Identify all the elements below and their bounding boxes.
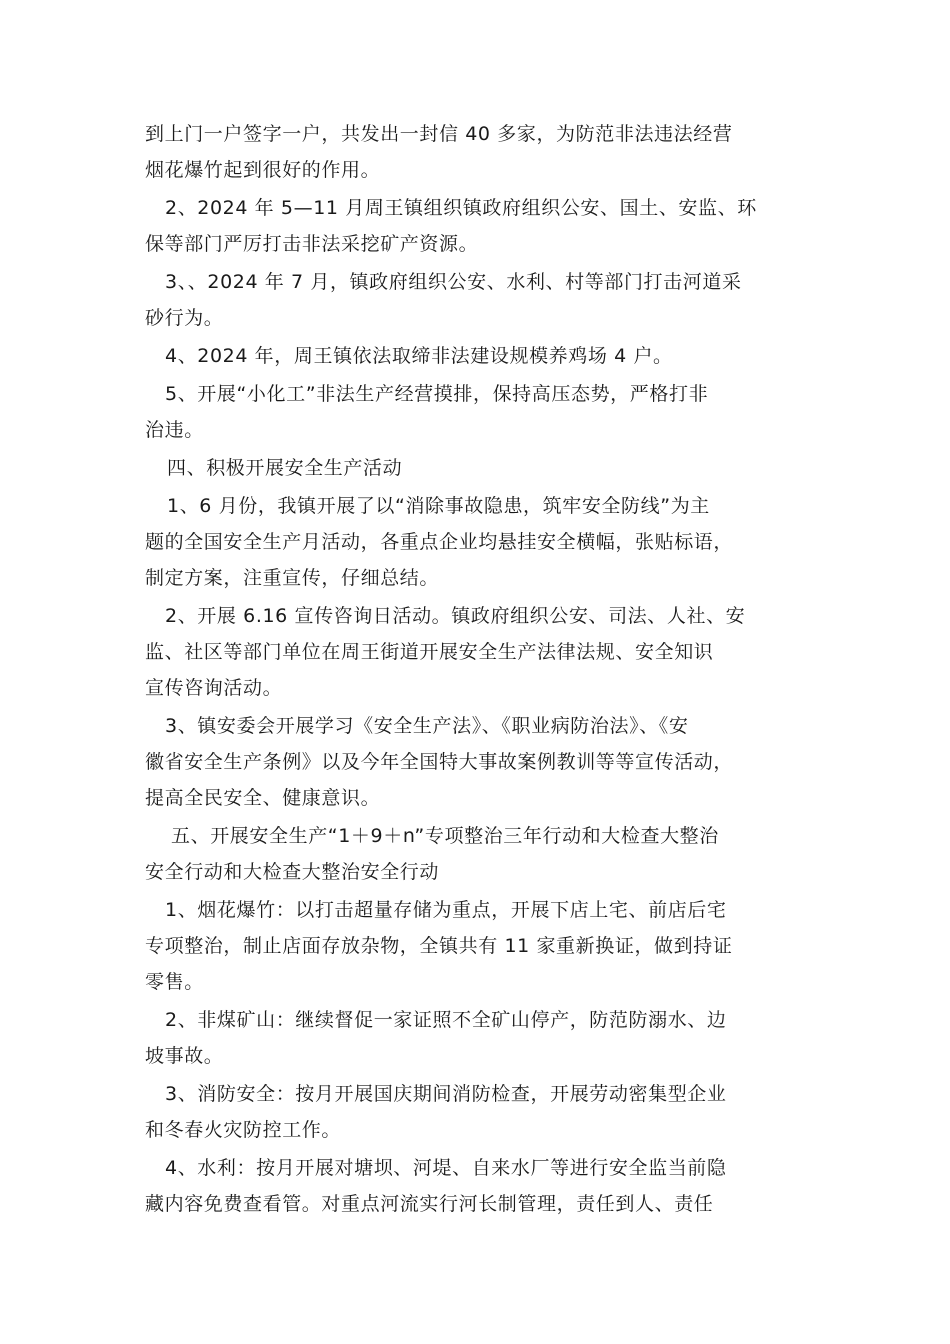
text-line: 和冬春火灾防控工作。 xyxy=(145,1119,342,1141)
paragraph-gap xyxy=(145,1222,815,1224)
text-line: 1、烟花爆竹：以打击超量存储为重点，开展下店上宅、前店后宅 xyxy=(165,899,727,921)
paragraph xyxy=(145,116,815,188)
text-line: 四、积极开展安全生产活动 xyxy=(167,457,403,479)
text-line: 4、水利：按月开展对塘坝、河堤、自来水厂等进行安全监当前隐 xyxy=(165,1157,727,1179)
paragraph xyxy=(145,818,815,890)
document-body xyxy=(145,116,815,1224)
text-line: 专项整治，制止店面存放杂物，全镇共有 11 家重新换证，做到持证 xyxy=(145,935,733,957)
paragraph xyxy=(145,1002,815,1074)
paragraph xyxy=(145,598,815,706)
paragraph xyxy=(145,190,815,262)
text-line: 到上门一户签字一户，共发出一封信 40 多家，为防范非法违法经营 xyxy=(145,123,733,145)
text-line: 提高全民安全、健康意识。 xyxy=(145,787,381,809)
paragraph xyxy=(145,708,815,816)
text-line: 宣传咨询活动。 xyxy=(145,677,283,699)
text-line: 题的全国安全生产月活动，各重点企业均悬挂安全横幅，张贴标语， xyxy=(145,531,734,553)
text-line: 4、2024 年，周王镇依法取缔非法建设规模养鸡场 4 户。 xyxy=(165,345,673,367)
paragraph xyxy=(145,488,815,596)
text-line: 保等部门严厉打击非法采挖矿产资源。 xyxy=(145,233,479,255)
text-line: 2、2024 年 5—11 月周王镇组织镇政府组织公安、国土、安监、环 xyxy=(165,197,757,219)
text-line: 烟花爆竹起到很好的作用。 xyxy=(145,159,381,181)
text-line: 监、社区等部门单位在周王街道开展安全生产法律法规、安全知识 xyxy=(145,641,714,663)
text-line: 坡事故。 xyxy=(145,1045,224,1067)
text-line: 3、镇安委会开展学习《安全生产法》、《职业病防治法》、《安 xyxy=(165,715,689,737)
text-line: 五、开展安全生产“1＋9＋n”专项整治三年行动和大检查大整治 xyxy=(171,825,719,847)
paragraph xyxy=(145,450,815,486)
text-line: 治违。 xyxy=(145,419,204,441)
text-line: 安全行动和大检查大整治安全行动 xyxy=(145,861,440,883)
text-line: 3、、2024 年 7 月，镇政府组织公安、水利、村等部门打击河道采 xyxy=(165,271,742,293)
paragraph xyxy=(145,338,815,374)
text-line: 3、消防安全：按月开展国庆期间消防检查，开展劳动密集型企业 xyxy=(165,1083,727,1105)
text-line: 5、开展“小化工”非法生产经营摸排，保持高压态势，严格打非 xyxy=(165,383,709,405)
paragraph xyxy=(145,1076,815,1148)
text-line: 徽省安全生产条例》以及今年全国特大事故案例教训等等宣传活动， xyxy=(145,751,734,773)
paragraph xyxy=(145,892,815,1000)
paragraph xyxy=(145,1150,815,1222)
text-line: 2、非煤矿山：继续督促一家证照不全矿山停产，防范防溺水、边 xyxy=(165,1009,727,1031)
paragraph xyxy=(145,264,815,336)
text-line: 制定方案，注重宣传，仔细总结。 xyxy=(145,567,440,589)
text-line: 1、6 月份，我镇开展了以“消除事故隐患，筑牢安全防线”为主 xyxy=(167,495,710,517)
text-line: 砂行为。 xyxy=(145,307,224,329)
text-line: 2、开展 6.16 宣传咨询日活动。镇政府组织公安、司法、人社、安 xyxy=(165,605,746,627)
text-line: 零售。 xyxy=(145,971,204,993)
paragraph xyxy=(145,376,815,448)
text-line: 藏内容免费查看管。对重点河流实行河长制管理，责任到人、责任 xyxy=(145,1193,714,1215)
